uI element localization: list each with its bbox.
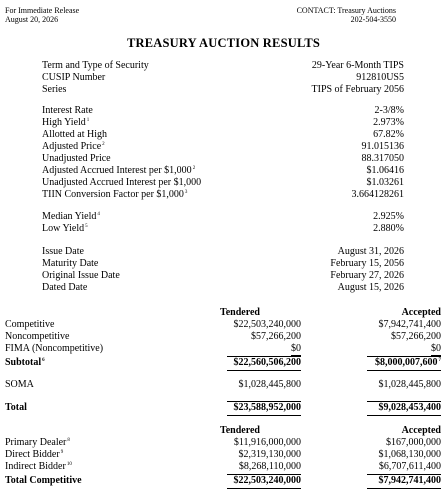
unadjusted-price-value: 88.317050 xyxy=(361,153,404,164)
total-underline-tendered xyxy=(227,415,301,416)
direct-bidder-label: Direct Bidder$^9$ xyxy=(5,449,64,460)
contact-phone: 202-504-3550 xyxy=(350,15,396,24)
footnote-ref: 8 xyxy=(67,438,70,443)
adjusted-price-label: Adjusted Price$^2$ xyxy=(42,141,105,152)
low-yield-value: 2.880% xyxy=(373,223,404,234)
median-yield-label: Median Yield$^4$ xyxy=(42,211,100,222)
cusip-label: CUSIP Number xyxy=(42,72,106,83)
fima-accepted: $0 xyxy=(431,343,441,354)
release-label: For Immediate Release xyxy=(5,6,80,15)
high-yield-value: 2.973% xyxy=(373,117,404,128)
total-accepted: $9,028,453,400 xyxy=(378,402,441,413)
subtotal-tendered: $22,560,506,200 xyxy=(233,357,301,368)
footnote-ref: 2 xyxy=(192,166,196,171)
interest-rate-value: 2-3/8% xyxy=(374,105,404,116)
allotted-label: Allotted at High xyxy=(42,129,107,140)
maturity-date-label: Maturity Date xyxy=(42,258,99,269)
footnote-ref: 5 xyxy=(85,224,88,229)
low-yield-label: Low Yield$^5$ xyxy=(42,223,88,234)
table2-tendered-header: Tendered xyxy=(219,425,260,436)
primary-dealer-accepted: $167,000,000 xyxy=(386,437,441,448)
footnote-ref: 3 xyxy=(184,190,188,195)
indirect-bidder-accepted: $6,707,611,400 xyxy=(378,461,441,472)
unadjusted-price-label: Unadjusted Price xyxy=(42,153,111,164)
fima-tendered: $0 xyxy=(291,343,301,354)
dated-date-value: August 15, 2026 xyxy=(337,282,404,293)
total-tendered: $23,588,952,000 xyxy=(233,402,301,413)
total-competitive-label: Total Competitive xyxy=(5,475,82,486)
adjusted-accrued-value: $1.06416 xyxy=(366,165,404,176)
noncompetitive-accepted: $57,266,200 xyxy=(391,331,441,342)
competitive-tendered: $22,503,240,000 xyxy=(233,319,301,330)
cusip-value: 912810US5 xyxy=(356,72,404,83)
security-term-value: 29-Year 6-Month TIPS xyxy=(311,60,404,71)
page-title: TREASURY AUCTION RESULTS xyxy=(126,36,321,50)
subtotal-accepted: $8,000,007,600$^7$ xyxy=(375,357,441,368)
contact-label: CONTACT: Treasury Auctions xyxy=(296,6,396,15)
tiin-label: TIIN Conversion Factor per $1,000$^3$ xyxy=(42,189,188,200)
footnote-ref: 9 xyxy=(60,450,64,455)
soma-tendered: $1,028,445,800 xyxy=(238,379,301,390)
interest-rate-label: Interest Rate xyxy=(42,105,93,116)
competitive-accepted: $7,942,741,400 xyxy=(378,319,441,330)
footnote-ref: 6 xyxy=(42,358,45,363)
footnote-ref: 2 xyxy=(102,142,105,147)
total-underline-accepted xyxy=(367,415,441,416)
unadjusted-accrued-value: $1.03261 xyxy=(366,177,404,188)
soma-label: SOMA xyxy=(5,379,34,390)
maturity-date-value: February 15, 2056 xyxy=(330,258,404,269)
indirect-bidder-tendered: $8,268,110,000 xyxy=(238,461,301,472)
competitive-label: Competitive xyxy=(5,319,55,330)
primary-dealer-tendered: $11,916,000,000 xyxy=(233,437,301,448)
median-yield-value: 2.925% xyxy=(373,211,404,222)
series-value: TIPS of February 2056 xyxy=(311,84,404,95)
total-competitive-tendered: $22,503,240,000 xyxy=(233,475,301,486)
subtotal-underline-accepted xyxy=(367,370,441,371)
table1-tendered-header: Tendered xyxy=(219,307,260,318)
tiin-value: 3.664128261 xyxy=(351,189,404,200)
direct-bidder-accepted: $1,068,130,000 xyxy=(378,449,441,460)
subtotal-underline-tendered xyxy=(227,370,301,371)
issue-date-value: August 31, 2026 xyxy=(337,246,404,257)
soma-accepted: $1,028,445,800 xyxy=(378,379,441,390)
fima-label: FIMA (Noncompetitive) xyxy=(5,343,104,354)
issue-date-label: Issue Date xyxy=(42,246,84,257)
noncompetitive-label: Noncompetitive xyxy=(5,331,70,342)
original-issue-date-value: February 27, 2026 xyxy=(330,270,404,281)
allotted-value: 67.82% xyxy=(373,129,404,140)
series-label: Series xyxy=(42,84,67,95)
footnote-ref: 7 xyxy=(438,358,441,363)
total-competitive-accepted: $7,942,741,400 xyxy=(378,475,441,486)
footnote-ref: 1 xyxy=(86,118,90,123)
primary-dealer-label: Primary Dealer$^8$ xyxy=(5,437,70,448)
footnote-ref: 4 xyxy=(97,212,100,217)
footnote-ref: 10 xyxy=(66,462,72,467)
total-label: Total xyxy=(5,402,27,413)
dated-date-label: Dated Date xyxy=(42,282,88,293)
subtotal-label: Subtotal$^6$ xyxy=(5,357,45,368)
table2-accepted-header: Accepted xyxy=(401,425,441,436)
original-issue-date-label: Original Issue Date xyxy=(42,270,120,281)
unadjusted-accrued-label: Unadjusted Accrued Interest per $1,000 xyxy=(42,177,202,188)
competitive-total-underline-accepted xyxy=(367,488,441,489)
indirect-bidder-label: Indirect Bidder$^{10}$ xyxy=(5,461,72,472)
competitive-total-underline-tendered xyxy=(227,488,301,489)
table1-accepted-header: Accepted xyxy=(401,307,441,318)
noncompetitive-tendered: $57,266,200 xyxy=(251,331,301,342)
security-term-label: Term and Type of Security xyxy=(42,60,149,71)
release-date: August 20, 2026 xyxy=(5,15,59,24)
direct-bidder-tendered: $2,319,130,000 xyxy=(238,449,301,460)
adjusted-price-value: 91.015136 xyxy=(361,141,404,152)
high-yield-label: High Yield$^1$ xyxy=(42,117,90,128)
adjusted-accrued-label: Adjusted Accrued Interest per $1,000$^2$ xyxy=(42,165,196,176)
